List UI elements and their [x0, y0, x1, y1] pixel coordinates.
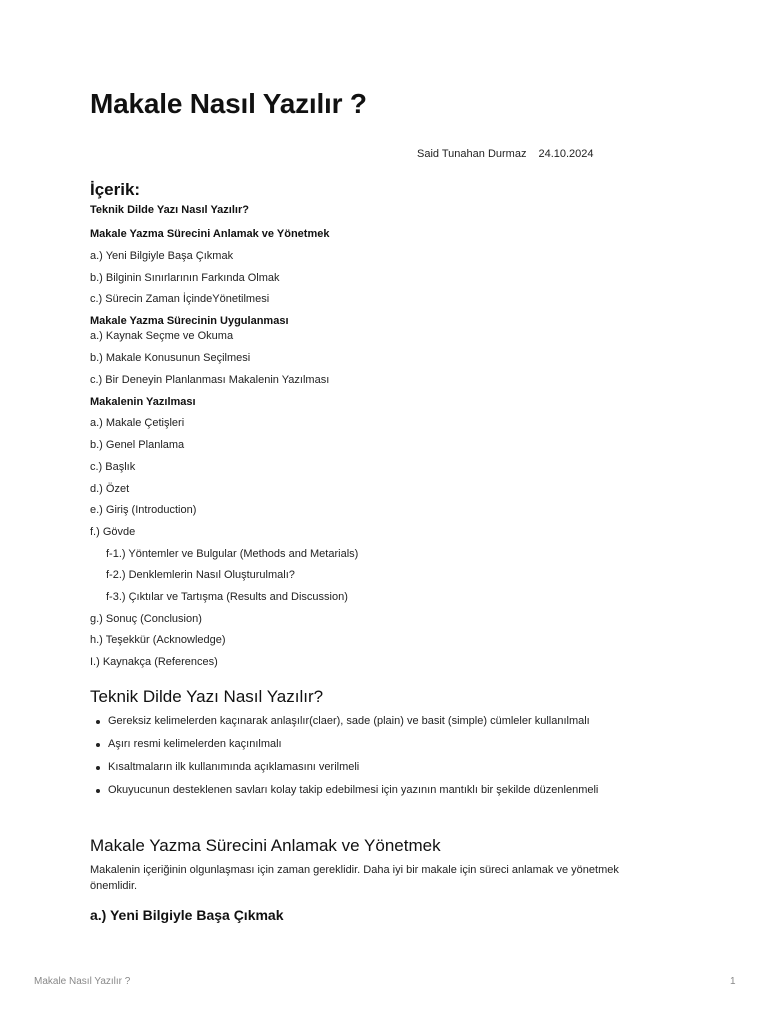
toc-item[interactable]: g.) Sonuç (Conclusion)	[90, 613, 202, 625]
bullet-icon	[96, 720, 100, 724]
document-meta	[417, 148, 594, 160]
toc-item[interactable]: e.) Giriş (Introduction)	[90, 504, 197, 516]
section-heading-surec: Makale Yazma Sürecini Anlamak ve Yönetmek	[90, 836, 441, 855]
toc-item[interactable]: f-1.) Yöntemler ve Bulgular (Methods and Metarials)	[106, 548, 359, 560]
list-item	[90, 738, 282, 750]
toc-item[interactable]: f-2.) Denklemlerin Nasıl Oluşturulmalı?	[106, 569, 295, 581]
toc-item[interactable]: c.) Sürecin Zaman İçindeYönetilmesi	[90, 293, 270, 305]
toc-heading: İçerik:	[90, 180, 141, 199]
toc-item[interactable]: c.) Bir Deneyin Planlanması Makalenin Yazılması	[90, 374, 330, 386]
list-item	[90, 715, 590, 727]
subsection-heading: a.) Yeni Bilgiyle Başa Çıkmak	[90, 907, 284, 923]
section-heading-teknik-dil: Teknik Dilde Yazı Nasıl Yazılır?	[90, 687, 324, 706]
toc-item[interactable]: Teknik Dilde Yazı Nasıl Yazılır?	[90, 204, 249, 216]
toc-item[interactable]: b.) Makale Konusunun Seçilmesi	[90, 352, 251, 364]
author-name: Said Tunahan Durmaz	[417, 148, 527, 160]
bullet-icon	[96, 766, 100, 770]
toc-item[interactable]: I.) Kaynakça (References)	[90, 656, 218, 668]
toc-item[interactable]: f-3.) Çıktılar ve Tartışma (Results and Discussion)	[106, 591, 348, 603]
toc-item[interactable]: Makalenin Yazılması	[90, 396, 196, 408]
bullet-icon	[96, 743, 100, 747]
toc-item[interactable]: a.) Yeni Bilgiyle Başa Çıkmak	[90, 250, 234, 262]
toc-item[interactable]: a.) Kaynak Seçme ve Okuma	[90, 330, 234, 342]
list-item-text: Gereksiz kelimelerden kaçınarak anlaşılır(claer), sade (plain) ve basit (simple) cümleler kullanılmalı	[108, 715, 590, 727]
list-item	[90, 784, 598, 796]
publish-date: 24.10.2024	[538, 148, 594, 160]
toc-item[interactable]: a.) Makale Çetişleri	[90, 417, 185, 429]
toc-item[interactable]: d.) Özet	[90, 483, 130, 495]
toc-item[interactable]: Makale Yazma Sürecinin Uygulanması	[90, 315, 289, 327]
toc-item[interactable]: f.) Gövde	[90, 526, 136, 538]
bullet-icon	[96, 789, 100, 793]
toc-item[interactable]: c.) Başlık	[90, 461, 136, 473]
list-item	[90, 761, 359, 773]
toc-item[interactable]: b.) Genel Planlama	[90, 439, 185, 451]
footer-title: Makale Nasıl Yazılır ?	[34, 976, 131, 987]
toc-item[interactable]: h.) Teşekkür (Acknowledge)	[90, 634, 226, 646]
page-number: 1	[730, 976, 736, 987]
list-item-text: Kısaltmaların ilk kullanımında açıklamasını verilmeli	[108, 761, 360, 773]
document-title: Makale Nasıl Yazılır ?	[90, 88, 367, 119]
toc-item[interactable]: Makale Yazma Sürecini Anlamak ve Yönetmek	[90, 228, 330, 240]
list-item-text: Aşırı resmi kelimelerden kaçınılmalı	[108, 738, 282, 750]
section-paragraph: Makalenin içeriğinin olgunlaşması için zaman gereklidir. Daha iyi bir makale için süreci anlamak ve yönetmek önemlidir.	[90, 864, 619, 892]
list-item-text: Okuyucunun desteklenen savları kolay takip edebilmesi için yazının mantıklı bir şekilde düzenlenmeli	[108, 784, 599, 796]
toc-item[interactable]: b.) Bilginin Sınırlarının Farkında Olmak	[90, 272, 280, 284]
